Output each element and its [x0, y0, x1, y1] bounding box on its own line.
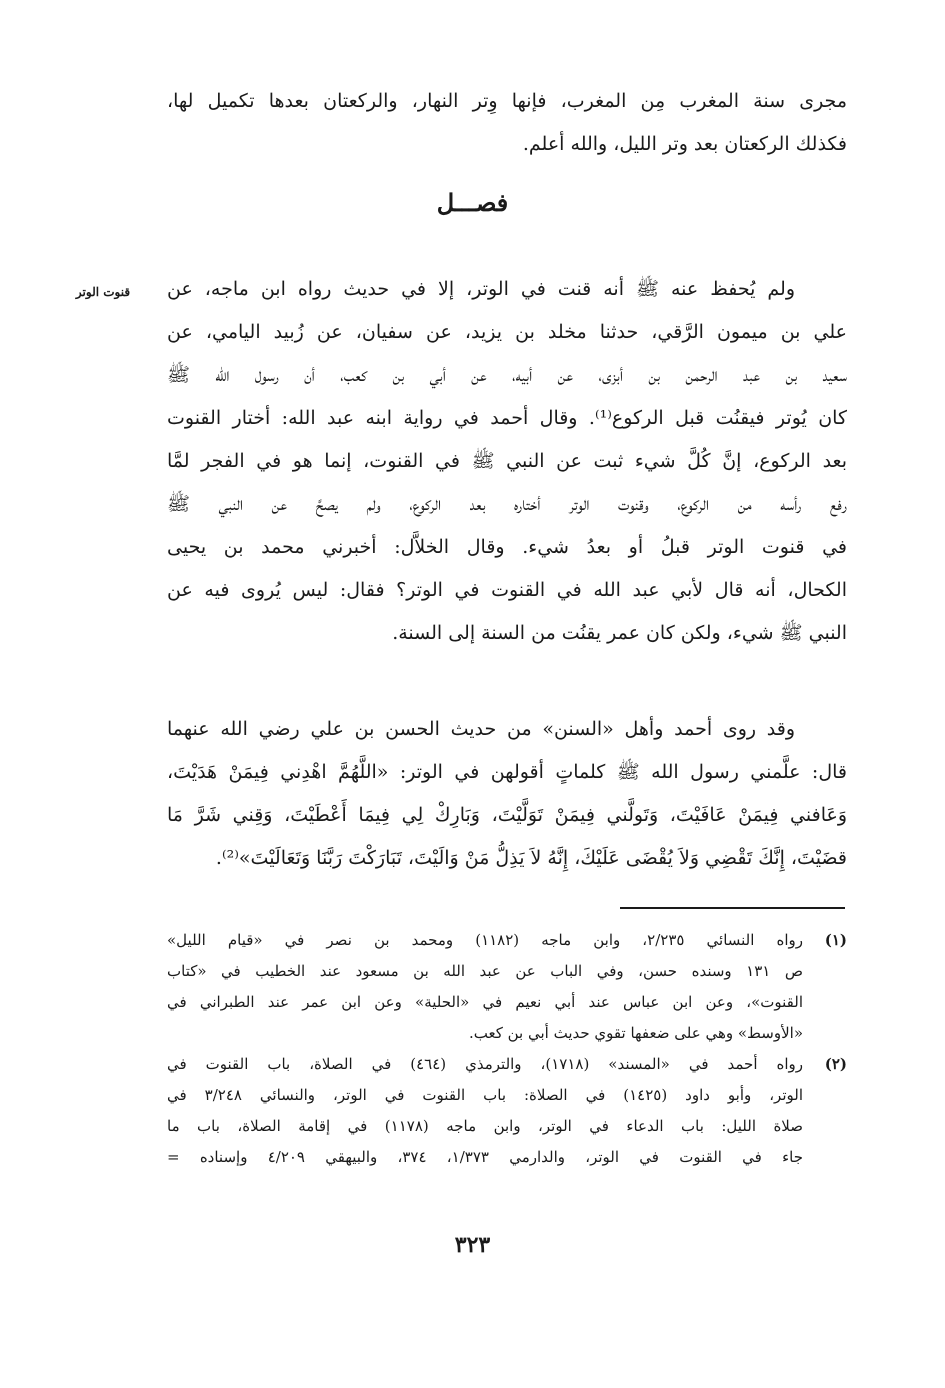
- text-line: النبي ﷺ شيء، ولكن كان عمر يقنُت من السنة إلى السنة.: [392, 622, 847, 644]
- footnote-divider: [620, 907, 845, 909]
- footnote-line: رواه أحمد في «المسند» (١٧١٨)، والترمذي (٤٦٤) في الصلاة، باب القنوت في: [167, 1055, 803, 1073]
- text-line: وقد روى أحمد وأهل «السنن» من حديث الحسن بن علي رضي الله عنهما: [167, 718, 795, 740]
- footnote-line: جاء في القنوت في الوتر، والدارمي ١/٣٧٣، ٣٧٤، والبيهقي ٤/٢٠٩ وإسناده =: [167, 1148, 803, 1166]
- footnote-line: الوتر، وأبو داود (١٤٢٥) في الصلاة: باب القنوت في الوتر، والنسائي ٣/٢٤٨ في: [167, 1086, 803, 1104]
- text-line: قضَيْتَ، إِنَّكَ تَقْضِي وَلاَ يُقْضَى عَلَيْكَ، إِنَّهُ لاَ يَذِلُّ مَنْ وَالَيْتَ، تَبَارَكْتَ رَبَّنَا وَتَعَالَيْتَ»⁽²⁾.: [215, 847, 847, 869]
- footnote-line: ص ١٣١ وسنده حسن، وفي الباب عن عبد الله بن مسعود عند الخطيب في «كتاب: [167, 962, 803, 980]
- footnote-line: صلاة الليل: باب الدعاء في الوتر، وابن ماجه (١١٧٨) في إقامة الصلاة، باب ما: [167, 1117, 803, 1135]
- footnote-line: رواه النسائي ٢/٢٣٥، وابن ماجه (١١٨٢) ومحمد بن نصر في «قيام الليل»: [167, 931, 803, 949]
- text-line: وَعَافني فِيمَنْ عَافَيْتَ، وَتَولَّني فِيمَنْ تَوَلَّيْتَ، وَبَارِكْ لِي فِيمَا أَعْطَيْتَ، وَقِني شَرَّ مَا: [167, 804, 847, 826]
- text-line: في قنوت الوتر قبلُ أو بعدُ شيء. وقال الخلاَّل: أخبرني محمد بن يحيى: [167, 536, 847, 558]
- footnote-number: (١): [824, 931, 847, 949]
- footnote-line: «الأوسط» وهي على ضعفها تقوي حديث أبي بن كعب.: [468, 1024, 803, 1042]
- text-line: فكذلك الركعتان بعد وتر الليل، والله أعلم.: [522, 133, 847, 155]
- text-line: سعيد بن عبد الرحمن بن أبزى، عن أبيه، عن أبي بن كعب، أن رسول الله ﷺ: [167, 364, 847, 386]
- text-line: علي بن ميمون الرَّقي، حدثنا مخلد بن يزيد، عن سفيان، عن زُبيد اليامي، عن: [167, 321, 847, 343]
- margin-note: قنوت الوتر: [75, 285, 131, 299]
- page-number: ٣٢٣: [454, 1232, 491, 1258]
- paragraph-dua-qunut: [167, 708, 847, 880]
- text-line: كان يُوتر فيقنُت قبل الركوع⁽¹⁾. وقال أحمد في رواية ابنه عبد الله: أختار القنوت: [167, 407, 847, 429]
- footnote-2: [167, 1049, 847, 1173]
- text-line: مجرى سنة المغرب مِن المغرب، فإنها وِتر النهار، والركعتان بعدها تكميل لها،: [167, 90, 847, 112]
- text-line: بعد الركوع، إنَّ كُلَّ شيء ثبت عن النبي ﷺ في القنوت، إنما هو في الفجر لمَّا: [167, 450, 847, 472]
- text-line: قال: علَّمني رسول الله ﷺ كلماتٍ أقولهن في الوتر: «اللَّهُمَّ اهْدِني فِيمَنْ هَدَيْتَ،: [167, 761, 847, 783]
- footnote-number: (٢): [824, 1055, 847, 1073]
- text-line: رفع رأسه من الركوع، وقنوت الوتر أختاره بعد الركوع، ولم يصحَّ عن النبي ﷺ: [167, 493, 847, 515]
- footnotes: [167, 925, 847, 1173]
- footnote-1: [167, 925, 847, 1049]
- section-heading: فصـــل: [436, 188, 509, 217]
- footnote-line: القنوت»، وعن ابن عباس عند أبي نعيم في «الحلية» وعن ابن عمر عند الطبراني في: [167, 993, 803, 1011]
- text-line: ولم يُحفظ عنه ﷺ أنه قنت في الوتر، إلا في حديث رواه ابن ماجه، عن: [167, 278, 795, 300]
- text-line: الكحال، أنه قال لأبي عبد الله في القنوت في الوتر؟ فقال: ليس يُروى فيه عن: [167, 579, 847, 601]
- paragraph-qunut-witr: [167, 268, 847, 655]
- intro-paragraph: [167, 80, 847, 166]
